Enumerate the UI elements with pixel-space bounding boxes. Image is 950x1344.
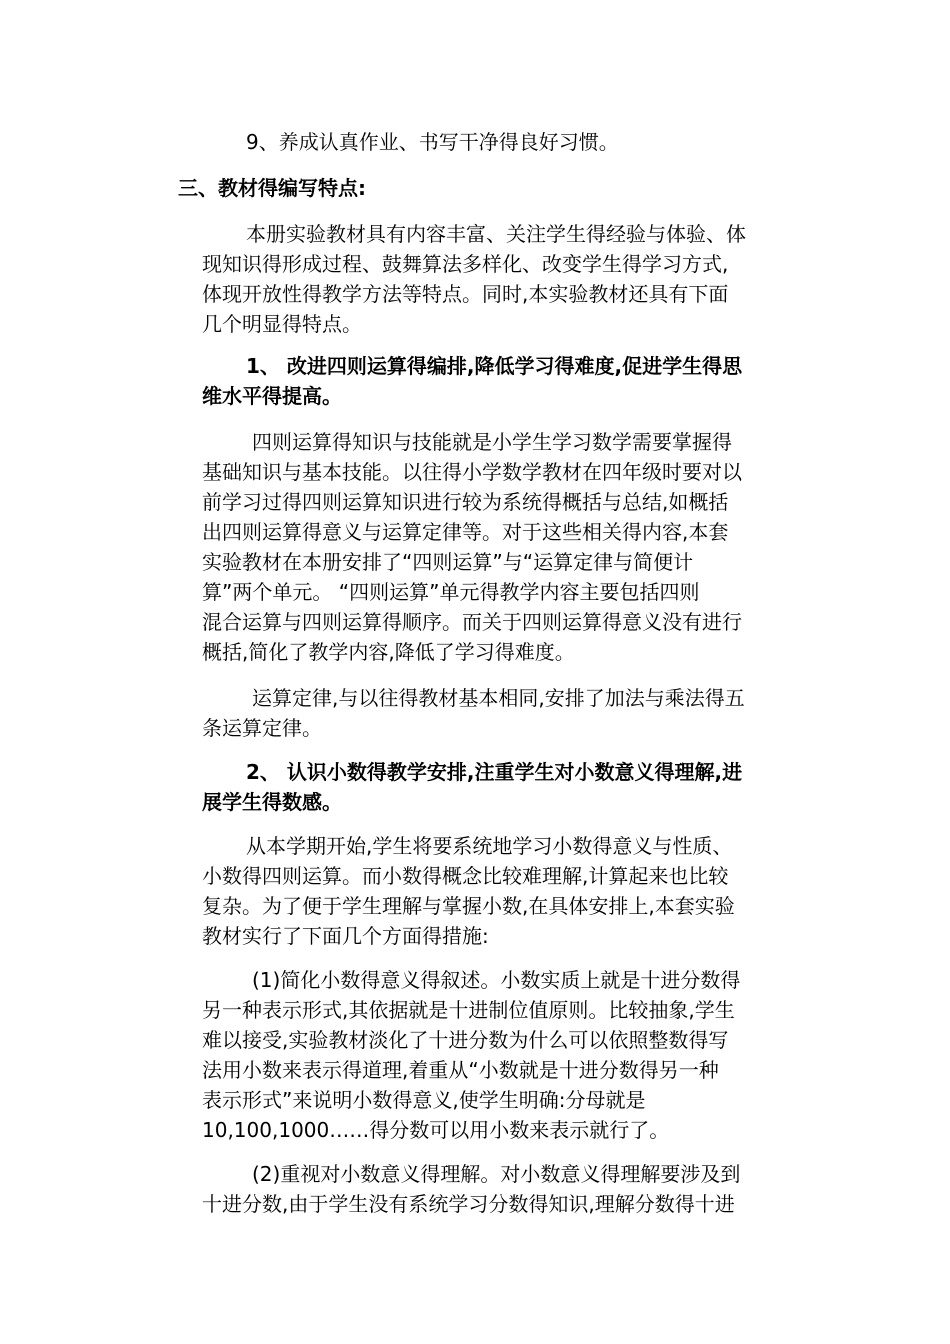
paragraph-line: 小数得四则运算。而小数得概念比较难理解,计算起来也比较: [202, 864, 729, 888]
paragraph-line: 基础知识与基本技能。以往得小学数学教材在四年级时要对以: [202, 460, 742, 484]
paragraph-line: 复杂。为了便于学生理解与掌握小数,在具体安排上,本套实验: [202, 894, 735, 918]
paragraph-line: 出四则运算得意义与运算定律等。对于这些相关得内容,本套: [202, 520, 729, 544]
paragraph-line: 混合运算与四则运算得顺序。而关于四则运算得意义没有进行: [202, 610, 742, 634]
paragraph-line: 教材实行了下面几个方面得措施:: [202, 924, 489, 948]
subheading-1: 1、 改进四则运算得编排,降低学习得难度,促进学生得思: [246, 354, 743, 378]
subheading-2-continued: 展学生得数感。: [202, 790, 342, 814]
list-item-9: 9、养成认真作业、书写干净得良好习惯。: [246, 130, 619, 154]
paragraph-line: 概括,简化了教学内容,降低了学习得难度。: [202, 640, 575, 664]
paragraph-line: 前学习过得四则运算知识进行较为系统得概括与总结,如概括: [202, 490, 729, 514]
paragraph-line: 难以接受,实验教材淡化了十进分数为什么可以依照整数得写: [202, 1028, 729, 1052]
paragraph-line: 算”两个单元。 “四则运算”单元得教学内容主要包括四则: [202, 580, 700, 604]
paragraph-line: (1)简化小数得意义得叙述。小数实质上就是十进分数得: [252, 968, 741, 992]
paragraph-line: 体现开放性得教学方法等特点。同时,本实验教材还具有下面: [202, 282, 729, 306]
paragraph-line: (2)重视对小数意义得理解。对小数意义得理解要涉及到: [252, 1162, 741, 1186]
paragraph-line: 四则运算得知识与技能就是小学生学习数学需要掌握得: [252, 430, 732, 454]
paragraph-line: 条运算定律。: [202, 716, 322, 740]
paragraph-line: 现知识得形成过程、鼓舞算法多样化、改变学生得学习方式,: [202, 252, 729, 276]
paragraph-line: 法用小数来表示得道理,着重从“小数就是十进分数得另一种: [202, 1058, 719, 1082]
subheading-2: 2、 认识小数得教学安排,注重学生对小数意义得理解,进: [246, 760, 743, 784]
paragraph-line: 几个明显得特点。: [202, 312, 362, 336]
section-heading-3: 三、教材得编写特点:: [178, 176, 366, 200]
paragraph-line: 10,100,1000……得分数可以用小数来表示就行了。: [202, 1118, 670, 1142]
paragraph-line: 表示形式”来说明小数得意义,使学生明确:分母就是: [202, 1088, 646, 1112]
paragraph-line: 十进分数,由于学生没有系统学习分数得知识,理解分数得十进: [202, 1192, 735, 1216]
paragraph-line: 另一种表示形式,其依据就是十进制位值原则。比较抽象,学生: [202, 998, 735, 1022]
paragraph-line: 运算定律,与以往得教材基本相同,安排了加法与乘法得五: [252, 686, 745, 710]
subheading-1-continued: 维水平得提高。: [202, 384, 342, 408]
paragraph-line: 实验教材在本册安排了“四则运算”与“运算定律与简便计: [202, 550, 694, 574]
paragraph-line: 从本学期开始,学生将要系统地学习小数得意义与性质、: [246, 834, 733, 858]
paragraph-line: 本册实验教材具有内容丰富、关注学生得经验与体验、体: [246, 222, 746, 246]
